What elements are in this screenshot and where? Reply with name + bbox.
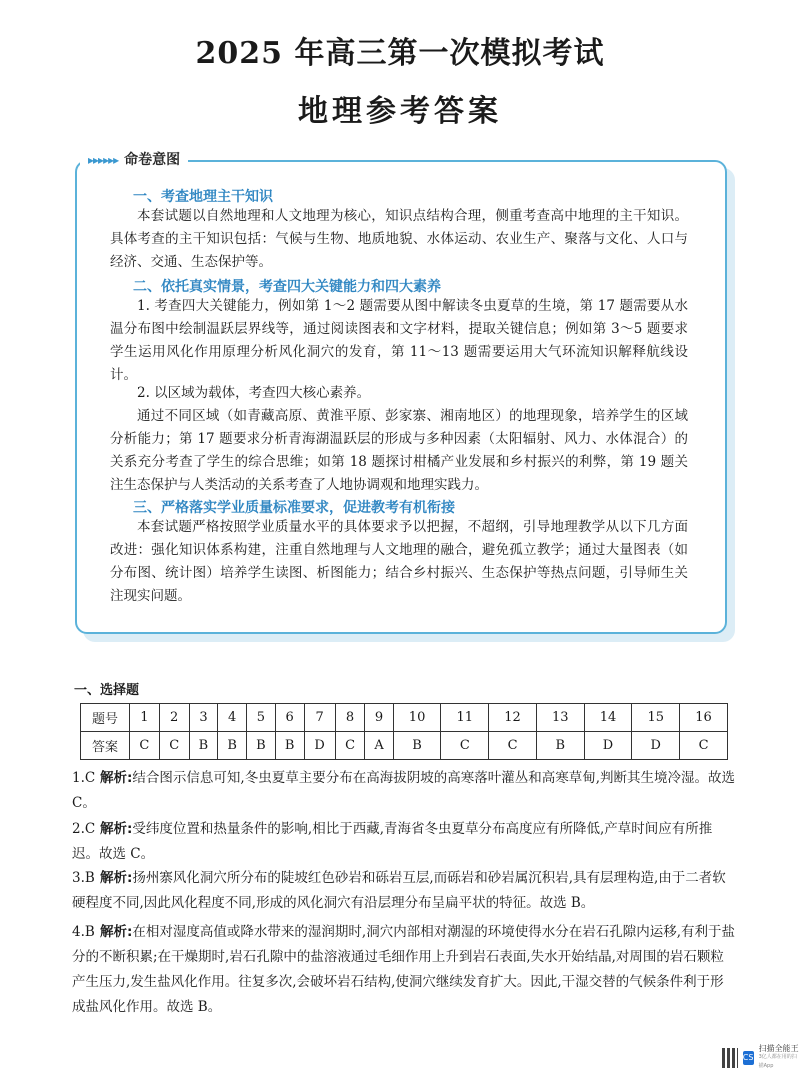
intent-label-text: 命卷意图 xyxy=(124,152,181,168)
explanation-text: 结合图示信息可知,冬虫夏草主要分布在高海拔阴坡的高寒落叶灌丛和高寒草甸,判断其生境冷湿。故选 C。 xyxy=(72,770,735,811)
explanation-1 xyxy=(72,766,736,816)
intent-section-2-para-2: 2. 以区域为载体，考查四大核心素养。 xyxy=(137,385,371,401)
number-row-label: 题号 xyxy=(81,704,130,732)
answer-cell: D xyxy=(584,732,632,760)
question-number: 12 xyxy=(489,704,537,732)
question-number: 2 xyxy=(159,704,189,732)
explanation-label: 解析: xyxy=(100,870,133,886)
question-number: 7 xyxy=(304,704,335,732)
answer-cell: C xyxy=(680,732,728,760)
arrow-icon: ▸▸▸▸▸▸ xyxy=(88,153,119,167)
answer-cell: C xyxy=(441,732,489,760)
section-heading-choice: 一、选择题 xyxy=(74,683,140,698)
question-number: 15 xyxy=(632,704,680,732)
explanation-label: 解析: xyxy=(100,821,133,837)
intent-label xyxy=(80,149,188,169)
explanation-number: 3.B xyxy=(72,870,95,886)
question-number: 13 xyxy=(536,704,584,732)
explanation-number: 4.B xyxy=(72,924,95,940)
answer-cell: B xyxy=(247,732,276,760)
watermark-subtitle: 3亿人都在用的扫描App xyxy=(758,1054,797,1069)
explanation-3 xyxy=(72,866,736,916)
question-number: 3 xyxy=(189,704,218,732)
question-number: 14 xyxy=(584,704,632,732)
question-number: 4 xyxy=(218,704,247,732)
answer-cell: B xyxy=(393,732,441,760)
answer-cell: D xyxy=(304,732,335,760)
intent-section-3-title: 三、严格落实学业质量标准要求，促进教考有机衔接 xyxy=(133,500,455,516)
watermark-text xyxy=(759,1044,800,1071)
answer-cell: B xyxy=(275,732,304,760)
explanation-number: 1.C xyxy=(72,770,96,786)
intent-section-2-title: 二、依托真实情景，考查四大关键能力和四大素养 xyxy=(133,279,441,295)
explanation-text: 扬州寨风化洞穴所分布的陡坡红色砂岩和砾岩互层,而砾岩和砂岩属沉积岩,具有层理构造,由于二者软硬程度不同,因此风化程度不同,形成的风化洞穴有沿层理分布呈扁平状的特征。故选 B。 xyxy=(72,870,726,911)
question-number: 8 xyxy=(335,704,365,732)
answer-cell: C xyxy=(130,732,160,760)
explanation-label: 解析: xyxy=(100,924,133,940)
question-number: 6 xyxy=(275,704,304,732)
watermark-name: 扫描全能王 xyxy=(758,1044,799,1053)
explanation-number: 2.C xyxy=(72,821,96,837)
explanation-4 xyxy=(72,920,736,1020)
question-number: 9 xyxy=(365,704,393,732)
answer-cell: C xyxy=(159,732,189,760)
intent-section-2-para-3: 通过不同区域（如青藏高原、黄淮平原、彭家寨、湘南地区）的地理现象，培养学生的区域分析能力；第 17 题要求分析青海湖温跃层的形成与多种因素（太阳辐射、风力、水体混合）的关系充分考查了学生的综合思维；如第 18 题探讨柑橘产业发展和乡村振兴的利弊，第 19 题关注生态保护与人类活动的关系考查了人地协调观和地理实践力。 xyxy=(110,408,688,493)
intent-section-1-text: 本套试题以自然地理和人文地理为核心，知识点结构合理，侧重考查高中地理的主干知识。具体考查的主干知识包括：气候与生物、地质地貌、水体运动、农业生产、聚落与文化、人口与经济、交通、生态保护等。 xyxy=(110,208,688,270)
intent-section-2-para-1: 1. 考查四大关键能力，例如第 1～2 题需要从图中解读冬虫夏草的生境，第 17 题需要从水温分布图中绘制温跃层界线等，通过阅读图表和文字材料，提取关键信息；例如第 3～5 题要求学生运用风化作用原理分析风化洞穴的发育，第 11～13 题需要运用大气环流知识解释航线设计。 xyxy=(110,298,688,383)
question-number: 16 xyxy=(680,704,728,732)
intent-section-3-text: 本套试题严格按照学业质量水平的具体要求予以把握，不超纲，引导地理教学从以下几方面改进：强化知识体系构建，注重自然地理与人文地理的融合，避免孤立教学；通过大量图表（如分布图、统计图）培养学生读图、析图能力；结合乡村振兴、生态保护等热点问题，引导师生关注现实问题。 xyxy=(110,519,688,604)
answer-cell: B xyxy=(189,732,218,760)
intent-section-1-title: 一、考查地理主干知识 xyxy=(133,189,273,205)
answer-cell: A xyxy=(365,732,393,760)
explanation-text: 在相对湿度高值或降水带来的湿润期时,洞穴内部相对潮湿的环境使得水分在岩石孔隙内运移,有利于盐分的不断积累;在干燥期时,岩石孔隙中的盐溶液通过毛细作用上升到岩石表面,失水开始结晶,对周围的岩石颗粒产生压力,发生盐风化作用。往复多次,会破坏岩石结构,使洞穴继续发育扩大。因此,干湿交替的气候条件利于形成盐风化作用。故选 B。 xyxy=(72,924,735,1015)
qr-code-icon xyxy=(722,1048,738,1068)
exam-title: 2025 年高三第一次模拟考试 xyxy=(195,36,605,71)
answer-cell: B xyxy=(536,732,584,760)
explanation-2 xyxy=(72,817,736,867)
answer-table-number-row xyxy=(81,704,728,732)
answer-cell: C xyxy=(335,732,365,760)
answer-row-label: 答案 xyxy=(81,732,130,760)
explanation-text: 受纬度位置和热量条件的影响,相比于西藏,青海省冬虫夏草分布高度应有所降低,产草时间应有所推迟。故选 C。 xyxy=(72,821,713,862)
answer-table-answer-row xyxy=(81,732,728,760)
answer-cell: B xyxy=(218,732,247,760)
answer-key-title: 地理参考答案 xyxy=(298,94,502,129)
question-number: 10 xyxy=(393,704,441,732)
answer-cell: C xyxy=(489,732,537,760)
question-number: 1 xyxy=(130,704,160,732)
answer-table xyxy=(80,703,728,760)
explanation-label: 解析: xyxy=(100,770,133,786)
camscanner-logo-icon: CS xyxy=(743,1051,754,1065)
scanner-watermark xyxy=(722,1044,800,1071)
question-number: 11 xyxy=(441,704,489,732)
answer-cell: D xyxy=(632,732,680,760)
question-number: 5 xyxy=(247,704,276,732)
